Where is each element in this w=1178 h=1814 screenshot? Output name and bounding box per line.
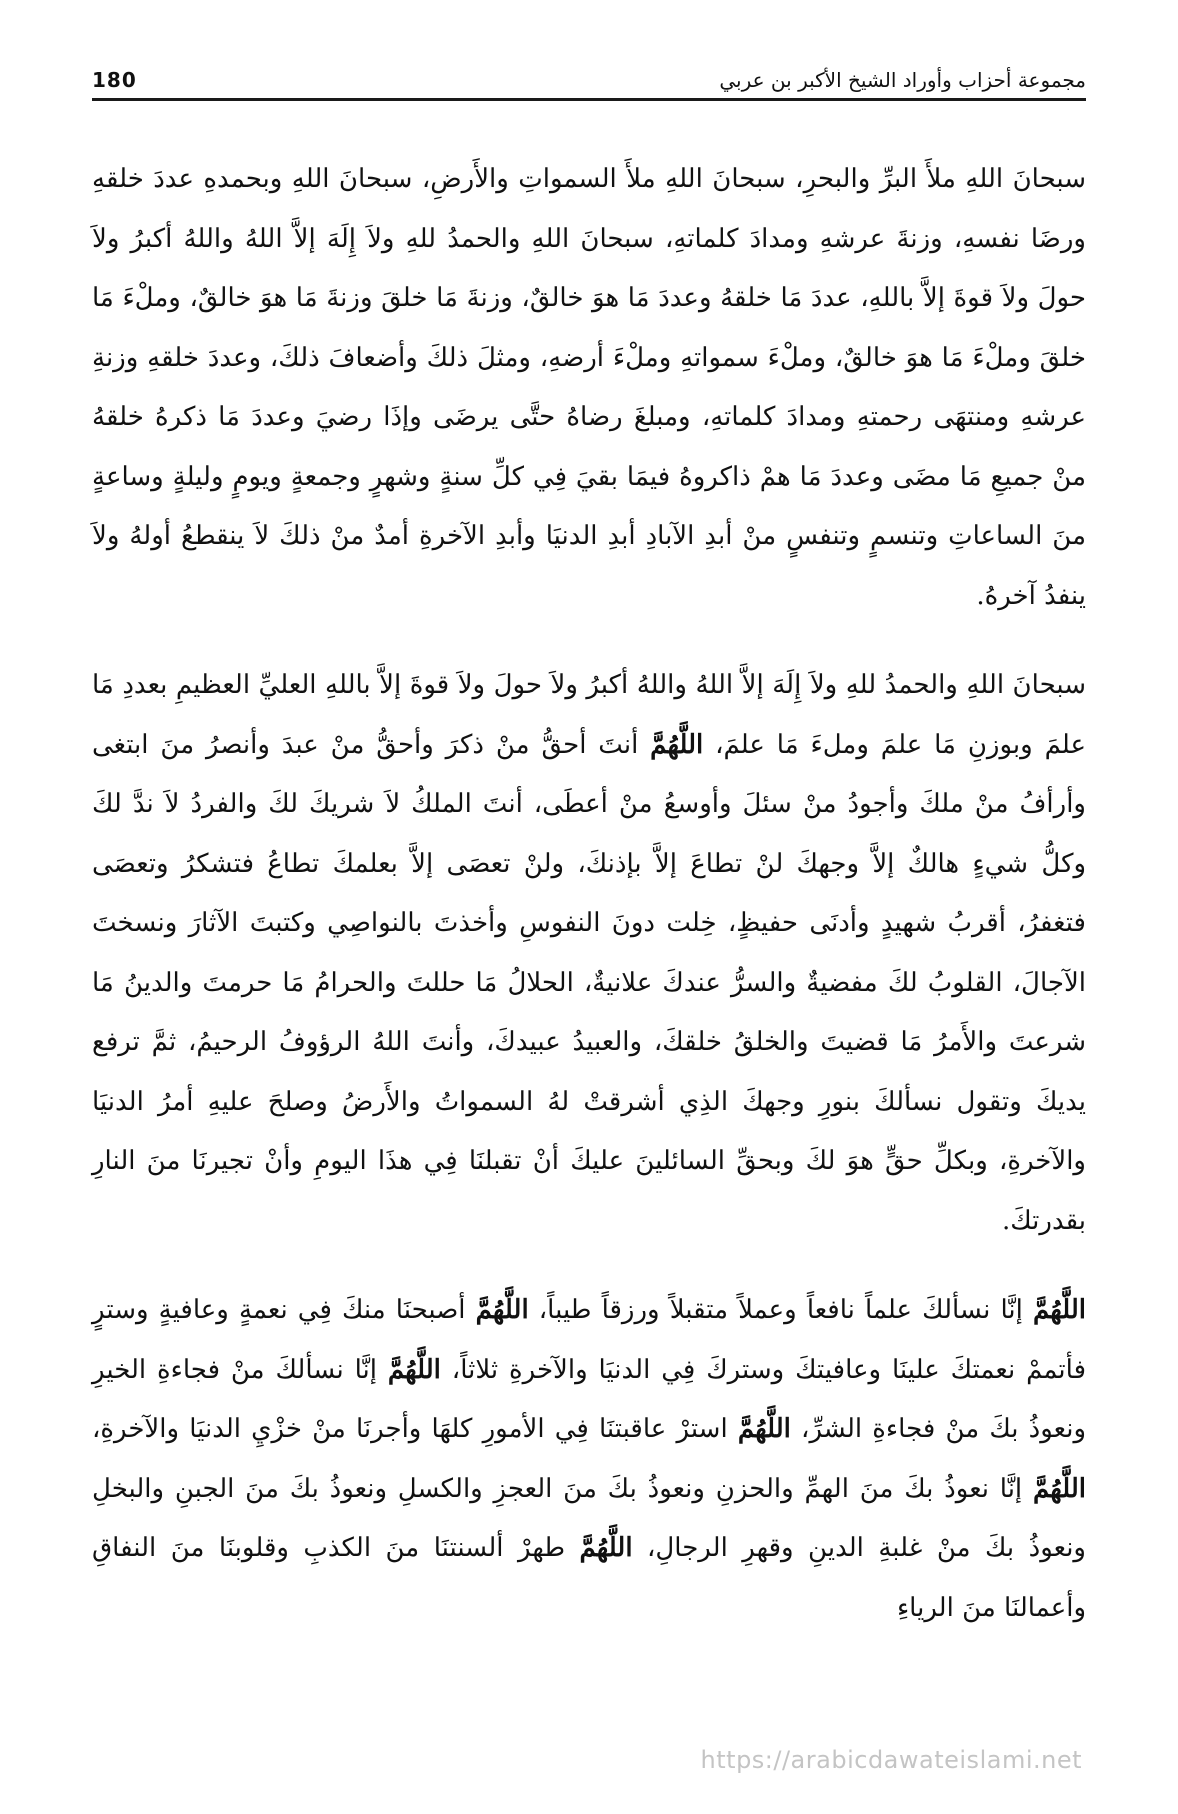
page-number: 180	[92, 68, 137, 92]
running-title: مجموعة أحزاب وأوراد الشيخ الأكبر بن عربي	[719, 68, 1086, 92]
paragraph	[92, 150, 1086, 626]
invocation-bold: اللَّهُمَّ	[579, 1533, 633, 1563]
invocation-bold: اللَّهُمَّ	[1032, 1473, 1086, 1504]
header-rule	[92, 98, 1086, 101]
text-run: سبحانَ اللهِ ملأَ البرِّ والبحرِ، سبحانَ اللهِ ملأَ السمواتِ والأَرضِ، سبحانَ اللهِ وبحمدهِ عددَ خلقهِ ورضَا نفسهِ، وزنةَ عرشهِ ومدادَ كلماتهِ، سبحانَ اللهِ والحمدُ للهِ ولاَ إِلَهَ إلاَّ اللهُ واللهُ أكبرُ ولاَ حولَ ولاَ قوةَ إلاَّ باللهِ، عددَ مَا خلقهُ وعددَ مَا هوَ خالقٌ، وزنةَ مَا خلقَ وزنةَ مَا هوَ خالقٌ، وملْءَ مَا خلقَ وملْءَ مَا هوَ خالقٌ، وملْءَ سمواتهِ وملْءَ أرضهِ، ومثلَ ذلكَ وأضعافَ ذلكَ، وعددَ خلقهِ وزنةِ عرشهِ ومنتهَى رحمتهِ ومدادَ كلماتهِ، ومبلغَ رضاهُ حتَّى يرضَى وإذَا رضيَ وعددَ مَا ذكرهُ خلقهُ منْ جميعِ مَا مضَى وعددَ مَا همْ ذاكروهُ فيمَا بقيَ فِي كلِّ سنةٍ وشهرٍ وجمعةٍ ويومٍ وليلةٍ وساعةٍ منَ الساعاتِ وتنسمٍ وتنفسٍ منْ أبدِ الآبادِ أبدِ الدنيَا وأبدِ الآخرةِ أمدٌ منْ ذلكَ لاَ ينقطعُ أولهُ ولاَ ينفدُ آخرهُ.	[92, 164, 1086, 611]
text-run: طهرْ ألسنتنَا منَ الكذبِ وقلوبنَا منَ النفاقِ وأعمالنَا منَ الرياءِ	[92, 1533, 1086, 1623]
text-run: أنتَ أحقُّ منْ ذكرَ وأحقُّ منْ عبدَ وأنصرُ منَ ابتغى وأرأفُ منْ ملكَ وأجودُ منْ سئلَ وأوسعُ منْ أعطَى، أنتَ الملكُ لاَ شريكَ لكَ والفردُ لاَ ندَّ لكَ وكلُّ شيءٍ هالكٌ إلاَّ وجهكَ لنْ تطاعَ إلاَّ بإذنكَ، ولنْ تعصَى إلاَّ بعلمكَ تطاعُ فتشكرُ وتعصَى فتغفرُ، أقربُ شهيدٍ وأدنَى حفيظٍ، خِلت دونَ النفوسِ وأخذتَ بالنواصِي وكتبتَ الآثارَ ونسختَ الآجالَ، القلوبُ لكَ مفضيةٌ والسرُّ عندكَ علانيةٌ، الحلالُ مَا حللتَ والحرامُ مَا حرمتَ والدينُ مَا شرعتَ والأَمرُ مَا قضيتَ والخلقُ خلقكَ، والعبيدُ عبيدكَ، وأنتَ اللهُ الرؤوفُ الرحيمُ، ثمَّ ترفع يديكَ وتقول نسألكَ بنورِ وجهكَ الذِي أشرقتْ لهُ السمواتُ والأَرضُ وصلحَ عليهِ أمرُ الدنيَا والآخرةِ، وبكلِّ حقٍّ هوَ لكَ وبحقِّ السائلينَ عليكَ أنْ تقبلنَا فِي هذَا اليومِ وأنْ تجيرنَا منَ النارِ بقدرتكَ.	[92, 729, 1086, 1236]
paragraph	[92, 1281, 1086, 1638]
text-run: أصبحنَا منكَ فِي نعمةٍ وعافيةٍ وسترٍ فأتممْ نعمتكَ علينَا وعافيتكَ وستركَ فِي الدنيَا والآخرةِ ثلاثاً،	[92, 1295, 1086, 1385]
invocation-bold: اللَّهُمَّ	[737, 1414, 791, 1444]
body-text	[92, 150, 1086, 1668]
text-run: سبحانَ اللهِ والحمدُ للهِ ولاَ إِلَهَ إلاَّ اللهُ واللهُ أكبرُ ولاَ حولَ ولاَ قوةَ إلاَّ باللهِ العليِّ العظيمِ بعددِ مَا علمَ وبوزنِ مَا علمَ وملءَ مَا علمَ،	[92, 670, 1086, 760]
invocation-bold: اللَّهُمَّ	[475, 1295, 529, 1325]
paragraph	[92, 656, 1086, 1251]
text-run: إنَّا نسألكَ علماً نافعاً وعملاً متقبلاً ورزقاً طيباً،	[528, 1295, 1033, 1325]
invocation-bold: اللَّهُمَّ	[387, 1354, 441, 1385]
text-run: استرْ عاقبتنَا فِي الأمورِ كلهَا وأجرنَا منْ خزْيِ الدنيَا والآخرةِ،	[92, 1414, 738, 1444]
text-run: إنَّا نعوذُ بكَ منَ الهمِّ والحزنِ ونعوذُ بكَ منَ العجزِ والكسلِ ونعوذُ بكَ منَ الجبنِ والبخلِ ونعوذُ بكَ منْ غلبةِ الدينِ وقهرِ الرجالِ،	[92, 1473, 1086, 1563]
page-header	[92, 44, 1086, 92]
text-run: إنَّا نسألكَ منْ فجاءةِ الخيرِ ونعوذُ بكَ منْ فجاءةِ الشرِّ،	[92, 1354, 1086, 1444]
invocation-bold: اللَّهُمَّ	[650, 729, 704, 760]
invocation-bold: اللَّهُمَّ	[1032, 1295, 1086, 1325]
watermark-url: https://arabicdawateislami.net	[700, 1746, 1082, 1774]
